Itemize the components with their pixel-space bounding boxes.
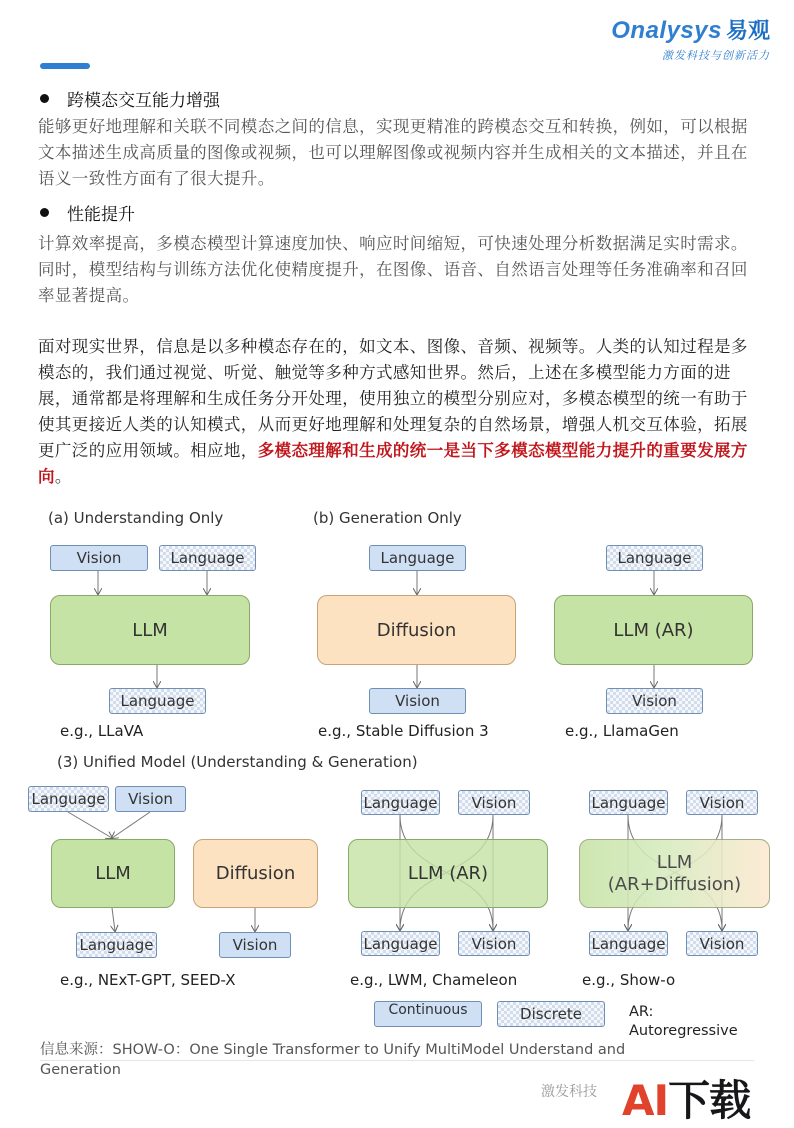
token-language: Language: [369, 545, 466, 571]
figure-label-b: (b) Generation Only: [313, 509, 462, 527]
example-lwm: e.g., LWM, Chameleon: [350, 971, 518, 989]
model-llm-ar-diffusion-line-2: (AR+Diffusion): [607, 873, 742, 895]
example-sd3: e.g., Stable Diffusion 3: [318, 722, 489, 740]
model-llm-ar: LLM (AR): [554, 595, 753, 665]
example-llava: e.g., LLaVA: [60, 722, 144, 740]
token-vision: Vision: [458, 790, 530, 815]
legend-ar-description: Autoregressive: [629, 1023, 738, 1039]
model-llm: LLM: [50, 595, 250, 665]
source-note: 信息来源：SHOW-O：One Single Transformer to Unify MultiModel Understand and Generation: [40, 1042, 626, 1078]
token-language: Language: [589, 931, 668, 956]
model-llm-ar-diffusion-line-1: LLM: [656, 851, 693, 873]
token-vision: Vision: [115, 786, 186, 812]
token-language: Language: [361, 790, 440, 815]
bullet-heading-text: 性能提升: [67, 205, 135, 225]
bullet-paragraph-1: 能够更好地理解和关联不同模态之间的信息，实现更精准的跨模态交互和转换，例如，可以根据文本描述生成高质量的图像或视频，也可以理解图像或视频内容并生成相关的文本描述，并且在语义一致性方面有了很大提升。: [38, 117, 748, 188]
model-llm: LLM: [51, 839, 175, 908]
token-vision: Vision: [50, 545, 148, 571]
legend-ar-label: AR:: [629, 1004, 654, 1020]
watermark-logo: [622, 1068, 750, 1128]
model-diffusion: Diffusion: [193, 839, 318, 908]
token-vision: Vision: [686, 790, 758, 815]
token-language: Language: [361, 931, 440, 956]
token-language: Language: [159, 545, 256, 571]
model-diffusion: Diffusion: [317, 595, 516, 665]
bullet-paragraph-2: 计算效率提高，多模态模型计算速度加快、响应时间缩短，可快速处理分析数据满足实时需求。同时，模型结构与训练方法优化使精度提升，在图像、语音、自然语言处理等任务准确率和召回率显著提高。: [38, 234, 748, 305]
model-llm-ar-diffusion: [579, 839, 770, 908]
main-paragraph-highlight: 多模态理解和生成的统一是当下多模态模型能力提升的重要发展方向: [38, 441, 748, 486]
token-language: Language: [109, 688, 206, 714]
bullet-heading-text: 跨模态交互能力增强: [67, 91, 220, 111]
figure-label-a: (a) Understanding Only: [48, 509, 224, 527]
example-showo: e.g., Show-o: [582, 971, 676, 989]
model-llm-ar: LLM (AR): [348, 839, 548, 908]
token-language: Language: [76, 932, 157, 958]
legend-discrete: Discrete: [497, 1001, 605, 1027]
token-language: Language: [606, 545, 703, 571]
token-language: Language: [589, 790, 668, 815]
logo-brand-cn: 易观: [725, 19, 770, 44]
logo-brand-mark: O: [611, 17, 631, 44]
example-nextgpt: e.g., NExT-GPT, SEED-X: [60, 971, 236, 989]
example-llamagen: e.g., LlamaGen: [565, 722, 679, 740]
logo-slogan: 激发科技与创新活力: [662, 49, 770, 62]
logo-brand: nalysys: [630, 17, 722, 44]
main-paragraph-text: 面对现实世界，信息是以多种模态存在的，如文本、图像、音频、视频等。人类的认知过程是多模态的，我们通过视觉、听觉、触觉等多种方式感知世界。然后，上述在多模型能力方面的进展，通常都是将理解和生成任务分开处理，使用独立的模型分别应对，多模态模型的统一有助于使其更接近人类的认知模式，从而更好地理解和处理复杂的自然场景，增强人机交互体验，拓展更广泛的应用领域。相应地，: [38, 337, 748, 460]
watermark-rest: 下载: [668, 1076, 751, 1125]
figure-label-c: (3) Unified Model (Understanding & Generation): [57, 753, 418, 771]
token-vision: Vision: [458, 931, 530, 956]
token-vision: Vision: [606, 688, 703, 714]
token-language: Language: [28, 786, 109, 812]
main-paragraph-end: 。: [54, 467, 72, 486]
footer-text: 激发科技: [541, 1084, 597, 1100]
legend-ar: [629, 1003, 738, 1041]
token-vision: Vision: [686, 931, 758, 956]
token-vision: Vision: [369, 688, 466, 714]
legend-continuous: Continuous: [374, 1001, 482, 1027]
token-vision: Vision: [219, 932, 291, 958]
footer-divider: [40, 1060, 754, 1061]
watermark-a: AI: [622, 1076, 669, 1125]
